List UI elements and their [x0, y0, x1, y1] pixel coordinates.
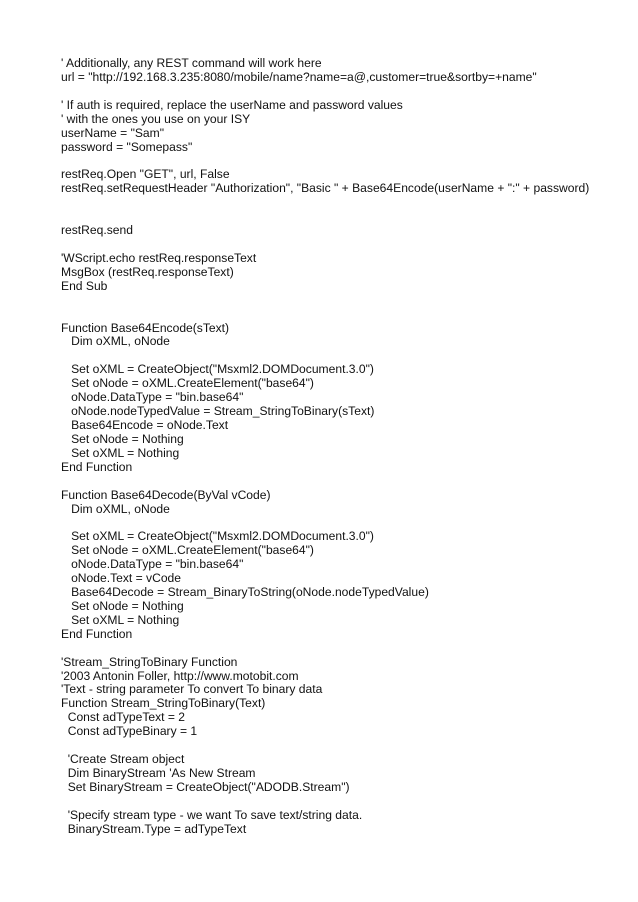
- code-line: 'Text - string parameter To convert To binary data: [61, 682, 323, 697]
- code-line: restReq.setRequestHeader "Authorization", "Basic " + Base64Encode(userName + ":" + password): [61, 181, 590, 196]
- code-line: 'WScript.echo restReq.responseText: [61, 250, 257, 265]
- code-line: userName = "Sam": [61, 125, 165, 140]
- code-line: Dim oXML, oNode: [61, 334, 170, 349]
- code-line: ' with the ones you use on your ISY: [61, 111, 251, 126]
- code-line: Function Base64Encode(sText): [61, 320, 230, 335]
- code-line: [61, 294, 621, 308]
- code-line: Dim oXML, oNode: [61, 501, 170, 516]
- code-line: End Sub: [61, 278, 108, 293]
- code-line: Set oXML = Nothing: [61, 445, 180, 460]
- code-line: [61, 238, 621, 252]
- code-line: password = "Somepass": [61, 139, 193, 154]
- code-line: oNode.DataType = "bin.base64": [61, 557, 244, 572]
- code-line: 'Specify stream type - we want To save text/string data.: [61, 807, 363, 822]
- code-line: oNode.nodeTypedValue = Stream_StringToBinary(sText): [61, 404, 375, 419]
- code-line: End Function: [61, 626, 133, 641]
- code-line: Set oXML = Nothing: [61, 612, 180, 627]
- code-line: [61, 516, 621, 530]
- code-line: [61, 739, 621, 753]
- code-line: Set oNode = oXML.CreateElement("base64"): [61, 376, 314, 391]
- code-line: ' Additionally, any REST command will work here: [61, 56, 322, 70]
- code-line: Dim BinaryStream 'As New Stream: [61, 766, 256, 781]
- code-line: [61, 308, 621, 322]
- code-line: [61, 475, 621, 489]
- code-line: [61, 795, 621, 809]
- code-line: [61, 196, 621, 210]
- code-listing: [61, 57, 621, 837]
- code-line: Function Base64Decode(ByVal vCode): [61, 487, 271, 502]
- code-line: Set oNode = Nothing: [61, 598, 184, 613]
- code-line: Const adTypeBinary = 1: [61, 724, 198, 739]
- code-line: [61, 210, 621, 224]
- code-line: Set BinaryStream = CreateObject("ADODB.Stream"): [61, 779, 350, 794]
- code-line: Set oXML = CreateObject("Msxml2.DOMDocument.3.0"): [61, 362, 374, 377]
- code-line: Set oNode = oXML.CreateElement("base64"): [61, 543, 314, 558]
- code-line: restReq.send: [61, 223, 133, 238]
- code-line: url = "http://192.168.3.235:8080/mobile/name?name=a@,customer=true&sortby=+name": [61, 69, 537, 84]
- code-line: End Function: [61, 459, 133, 474]
- code-line: Const adTypeText = 2: [61, 710, 186, 725]
- code-line: Base64Decode = Stream_BinaryToString(oNode.nodeTypedValue): [61, 585, 429, 600]
- code-line: Set oNode = Nothing: [61, 431, 184, 446]
- code-line: [61, 642, 621, 656]
- code-line: Function Stream_StringToBinary(Text): [61, 696, 266, 711]
- code-line: BinaryStream.Type = adTypeText: [61, 821, 247, 836]
- code-line: ' If auth is required, replace the userName and password values: [61, 97, 403, 112]
- code-line: oNode.DataType = "bin.base64": [61, 390, 244, 405]
- code-line: Base64Encode = oNode.Text: [61, 417, 229, 432]
- code-line: oNode.Text = vCode: [61, 571, 181, 586]
- code-line: 'Create Stream object: [61, 752, 185, 767]
- code-line: '2003 Antonin Foller, http://www.motobit.com: [61, 668, 299, 683]
- code-line: Set oXML = CreateObject("Msxml2.DOMDocument.3.0"): [61, 529, 374, 544]
- code-line: [61, 154, 621, 168]
- code-line: MsgBox (restReq.responseText): [61, 264, 234, 279]
- code-line: restReq.Open "GET", url, False: [61, 167, 230, 182]
- code-line: [61, 349, 621, 363]
- code-line: [61, 85, 621, 99]
- code-line: 'Stream_StringToBinary Function: [61, 654, 238, 669]
